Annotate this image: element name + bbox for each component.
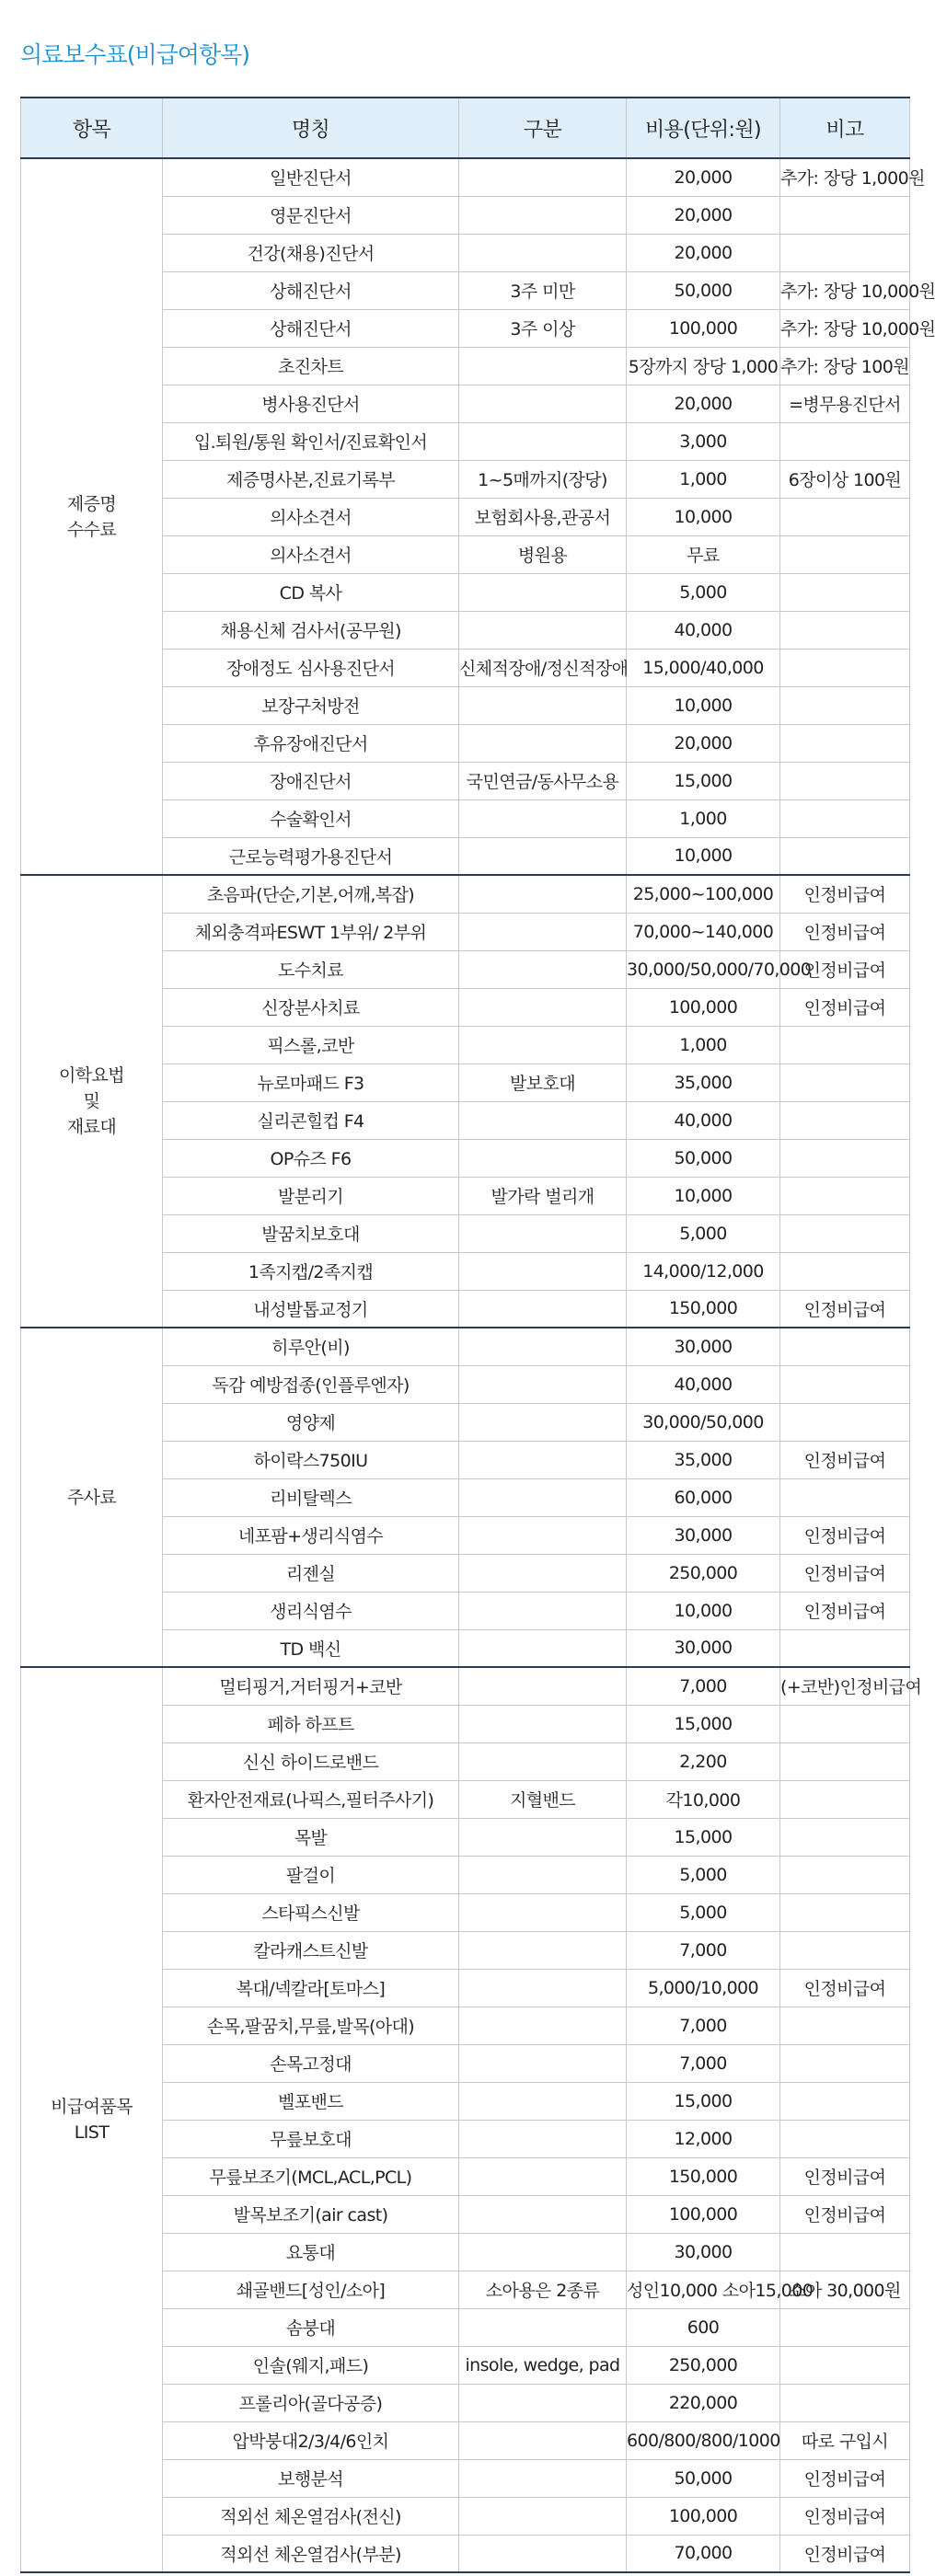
item-type-cell: [459, 1856, 627, 1893]
item-note-cell: [780, 1328, 910, 1365]
item-type-cell: [459, 1139, 627, 1177]
item-cost-cell: 150,000: [627, 1290, 780, 1328]
item-type-cell: [459, 2384, 627, 2421]
item-cost-cell: 30,000: [627, 2233, 780, 2271]
item-cost-cell: 150,000: [627, 2157, 780, 2195]
item-cost-cell: 70,000: [627, 2535, 780, 2572]
item-type-cell: [459, 2308, 627, 2346]
item-name-cell: 건강(채용)진단서: [163, 234, 459, 271]
item-type-cell: [459, 1478, 627, 1516]
item-name-cell: 보장구처방전: [163, 686, 459, 724]
item-note-cell: [780, 1780, 910, 1818]
item-note-cell: [780, 1026, 910, 1064]
item-cost-cell: 10,000: [627, 1592, 780, 1629]
item-type-cell: 소아용은 2종류: [459, 2271, 627, 2308]
item-cost-cell: 30,000: [627, 1629, 780, 1667]
item-note-cell: [780, 611, 910, 649]
item-note-cell: [780, 1742, 910, 1780]
item-note-cell: 추가: 장당 1,000원: [780, 158, 910, 196]
item-note-cell: 인정비급여: [780, 913, 910, 950]
item-name-cell: 내성발톱교정기: [163, 1290, 459, 1328]
item-note-cell: [780, 1403, 910, 1441]
item-note-cell: [780, 196, 910, 234]
item-name-cell: TD 백신: [163, 1629, 459, 1667]
item-name-cell: 리젠실: [163, 1554, 459, 1592]
item-type-cell: [459, 1592, 627, 1629]
item-cost-cell: 30,000/50,000: [627, 1403, 780, 1441]
item-cost-cell: 20,000: [627, 724, 780, 762]
item-cost-cell: 25,000~100,000: [627, 875, 780, 913]
item-type-cell: [459, 385, 627, 422]
item-name-cell: 상해진단서: [163, 309, 459, 347]
item-name-cell: 멀티핑거,거터핑거+코반: [163, 1667, 459, 1705]
item-name-cell: 상해진단서: [163, 271, 459, 309]
item-note-cell: 인정비급여: [780, 1516, 910, 1554]
item-name-cell: 목발: [163, 1818, 459, 1856]
item-note-cell: [780, 535, 910, 573]
item-name-cell: 페하 하프트: [163, 1705, 459, 1742]
item-cost-cell: 15,000: [627, 762, 780, 799]
item-cost-cell: 20,000: [627, 158, 780, 196]
item-name-cell: 체외충격파ESWT 1부위/ 2부위: [163, 913, 459, 950]
item-cost-cell: 600/800/800/1000: [627, 2421, 780, 2459]
item-cost-cell: 100,000: [627, 2195, 780, 2233]
item-note-cell: 인정비급여: [780, 988, 910, 1026]
item-name-cell: 일반진단서: [163, 158, 459, 196]
item-type-cell: [459, 837, 627, 875]
item-name-cell: 네포팜+생리식염수: [163, 1516, 459, 1554]
item-type-cell: [459, 347, 627, 385]
item-note-cell: [780, 1365, 910, 1403]
item-note-cell: [780, 686, 910, 724]
item-cost-cell: 30,000: [627, 1516, 780, 1554]
item-type-cell: [459, 988, 627, 1026]
item-cost-cell: 2,200: [627, 1742, 780, 1780]
item-name-cell: 신신 하이드로밴드: [163, 1742, 459, 1780]
category-cell: 비급여품목 LIST: [21, 1667, 163, 2572]
item-note-cell: 추가: 장당 10,000원: [780, 271, 910, 309]
item-cost-cell: 10,000: [627, 686, 780, 724]
item-cost-cell: 15,000/40,000: [627, 649, 780, 686]
item-cost-cell: 10,000: [627, 837, 780, 875]
header-note: 비고: [780, 98, 910, 158]
item-type-cell: [459, 1893, 627, 1931]
item-type-cell: [459, 2459, 627, 2497]
item-cost-cell: 12,000: [627, 2120, 780, 2157]
item-name-cell: 보행분석: [163, 2459, 459, 2497]
item-type-cell: [459, 2120, 627, 2157]
item-cost-cell: 20,000: [627, 196, 780, 234]
item-type-cell: [459, 1931, 627, 1969]
item-note-cell: [780, 1629, 910, 1667]
item-name-cell: 압박붕대2/3/4/6인치: [163, 2421, 459, 2459]
item-note-cell: 인정비급여: [780, 1290, 910, 1328]
fee-table-body: [21, 158, 935, 2572]
item-type-cell: [459, 158, 627, 196]
item-cost-cell: 40,000: [627, 611, 780, 649]
item-note-cell: 6장이상 100원: [780, 460, 910, 498]
item-note-cell: [780, 2384, 910, 2421]
item-type-cell: [459, 1252, 627, 1290]
item-name-cell: 솜붕대: [163, 2308, 459, 2346]
item-note-cell: 인정비급여: [780, 1441, 910, 1478]
item-note-cell: [780, 2082, 910, 2120]
item-note-cell: [780, 724, 910, 762]
item-note-cell: [780, 1705, 910, 1742]
item-note-cell: [780, 1064, 910, 1101]
item-note-cell: (+코반)인정비급여: [780, 1667, 910, 1705]
item-note-cell: [780, 1101, 910, 1139]
item-cost-cell: 100,000: [627, 988, 780, 1026]
item-note-cell: [780, 1252, 910, 1290]
item-name-cell: 영양제: [163, 1403, 459, 1441]
item-type-cell: [459, 1742, 627, 1780]
item-cost-cell: 7,000: [627, 1667, 780, 1705]
item-name-cell: 수술확인서: [163, 799, 459, 837]
item-name-cell: 영문진단서: [163, 196, 459, 234]
item-cost-cell: 5,000: [627, 1214, 780, 1252]
item-cost-cell: 15,000: [627, 1818, 780, 1856]
item-cost-cell: 50,000: [627, 271, 780, 309]
item-name-cell: 복대/넥칼라[토마스]: [163, 1969, 459, 2007]
item-note-cell: [780, 1893, 910, 1931]
item-cost-cell: 70,000~140,000: [627, 913, 780, 950]
item-note-cell: 인정비급여: [780, 2195, 910, 2233]
item-type-cell: [459, 1705, 627, 1742]
item-cost-cell: 250,000: [627, 1554, 780, 1592]
item-cost-cell: 40,000: [627, 1101, 780, 1139]
item-type-cell: [459, 913, 627, 950]
item-type-cell: [459, 2195, 627, 2233]
item-note-cell: 인정비급여: [780, 2459, 910, 2497]
item-cost-cell: 50,000: [627, 2459, 780, 2497]
item-type-cell: 3주 이상: [459, 309, 627, 347]
item-type-cell: [459, 611, 627, 649]
item-note-cell: 추가: 장당 100원: [780, 347, 910, 385]
item-note-cell: [780, 422, 910, 460]
item-type-cell: 국민연금/동사무소용: [459, 762, 627, 799]
item-note-cell: 추가: 장당 10,000원: [780, 309, 910, 347]
item-name-cell: 의사소견서: [163, 535, 459, 573]
item-type-cell: [459, 1290, 627, 1328]
item-name-cell: 병사용진단서: [163, 385, 459, 422]
item-cost-cell: 60,000: [627, 1478, 780, 1516]
item-type-cell: [459, 1365, 627, 1403]
item-name-cell: 스타픽스신발: [163, 1893, 459, 1931]
item-note-cell: [780, 837, 910, 875]
item-type-cell: [459, 1328, 627, 1365]
item-cost-cell: 5장까지 장당 1,000: [627, 347, 780, 385]
table-row: [21, 1667, 910, 1705]
item-note-cell: [780, 1478, 910, 1516]
item-name-cell: 발목보조기(air cast): [163, 2195, 459, 2233]
item-cost-cell: 20,000: [627, 385, 780, 422]
item-cost-cell: 10,000: [627, 498, 780, 535]
item-name-cell: 하이락스750IU: [163, 1441, 459, 1478]
item-note-cell: [780, 1931, 910, 1969]
item-cost-cell: 5,000/10,000: [627, 1969, 780, 2007]
item-type-cell: [459, 724, 627, 762]
item-name-cell: 생리식염수: [163, 1592, 459, 1629]
item-cost-cell: 30,000/50,000/70,000: [627, 950, 780, 988]
item-cost-cell: 600: [627, 2308, 780, 2346]
item-note-cell: 소아 30,000원: [780, 2271, 910, 2308]
item-name-cell: 팔걸이: [163, 1856, 459, 1893]
item-type-cell: [459, 1101, 627, 1139]
item-name-cell: 발분리기: [163, 1177, 459, 1214]
item-note-cell: [780, 762, 910, 799]
item-name-cell: 픽스롤,코반: [163, 1026, 459, 1064]
item-name-cell: 실리콘힐컵 F4: [163, 1101, 459, 1139]
item-type-cell: [459, 422, 627, 460]
item-cost-cell: 35,000: [627, 1441, 780, 1478]
item-note-cell: 인정비급여: [780, 2157, 910, 2195]
page-title: 의료보수표(비급여항목): [20, 41, 250, 68]
item-type-cell: [459, 950, 627, 988]
item-note-cell: [780, 2007, 910, 2044]
item-name-cell: 독감 예방접종(인플루엔자): [163, 1365, 459, 1403]
item-type-cell: 3주 미만: [459, 271, 627, 309]
item-name-cell: 적외선 체온열검사(부분): [163, 2535, 459, 2572]
item-cost-cell: 20,000: [627, 234, 780, 271]
item-cost-cell: 7,000: [627, 1931, 780, 1969]
item-name-cell: 요통대: [163, 2233, 459, 2271]
item-name-cell: 쇄골밴드[성인/소아]: [163, 2271, 459, 2308]
item-type-cell: 병원용: [459, 535, 627, 573]
item-name-cell: 채용신체 검사서(공무원): [163, 611, 459, 649]
item-name-cell: 입.퇴원/통원 확인서/진료확인서: [163, 422, 459, 460]
item-name-cell: 벨포밴드: [163, 2082, 459, 2120]
item-type-cell: [459, 1403, 627, 1441]
item-note-cell: [780, 234, 910, 271]
item-note-cell: 인정비급여: [780, 2497, 910, 2535]
item-cost-cell: 220,000: [627, 2384, 780, 2421]
item-note-cell: [780, 2120, 910, 2157]
item-note-cell: 인정비급여: [780, 2535, 910, 2572]
item-cost-cell: 35,000: [627, 1064, 780, 1101]
item-type-cell: [459, 234, 627, 271]
item-note-cell: [780, 1818, 910, 1856]
item-note-cell: 인정비급여: [780, 950, 910, 988]
item-name-cell: 초진차트: [163, 347, 459, 385]
item-type-cell: [459, 1516, 627, 1554]
item-type-cell: 신체적장애/정신적장애: [459, 649, 627, 686]
fee-table: [20, 97, 935, 2573]
item-type-cell: [459, 2497, 627, 2535]
item-cost-cell: 15,000: [627, 2082, 780, 2120]
item-type-cell: [459, 799, 627, 837]
item-cost-cell: 10,000: [627, 1177, 780, 1214]
item-note-cell: 따로 구입시: [780, 2421, 910, 2459]
item-name-cell: 의사소견서: [163, 498, 459, 535]
item-note-cell: 인정비급여: [780, 1969, 910, 2007]
header-cost: 비용(단위:원): [627, 98, 780, 158]
item-type-cell: [459, 686, 627, 724]
item-cost-cell: 100,000: [627, 2497, 780, 2535]
category-cell: 제증명 수수료: [21, 158, 163, 875]
item-type-cell: [459, 2007, 627, 2044]
item-cost-cell: 1,000: [627, 460, 780, 498]
item-cost-cell: 250,000: [627, 2346, 780, 2384]
item-type-cell: insole, wedge, pad: [459, 2346, 627, 2384]
item-cost-cell: 5,000: [627, 573, 780, 611]
item-type-cell: [459, 1026, 627, 1064]
item-type-cell: [459, 2535, 627, 2572]
item-note-cell: [780, 2346, 910, 2384]
item-type-cell: 지혈밴드: [459, 1780, 627, 1818]
item-type-cell: [459, 2421, 627, 2459]
item-name-cell: 리비탈렉스: [163, 1478, 459, 1516]
item-cost-cell: 5,000: [627, 1856, 780, 1893]
item-type-cell: [459, 2082, 627, 2120]
item-cost-cell: 5,000: [627, 1893, 780, 1931]
table-row: [21, 158, 910, 196]
item-name-cell: 칼라캐스트신발: [163, 1931, 459, 1969]
item-name-cell: CD 복사: [163, 573, 459, 611]
item-type-cell: [459, 2233, 627, 2271]
item-cost-cell: 40,000: [627, 1365, 780, 1403]
item-name-cell: 무릎보호대: [163, 2120, 459, 2157]
item-name-cell: 신장분사치료: [163, 988, 459, 1026]
item-name-cell: 장애정도 심사용진단서: [163, 649, 459, 686]
item-note-cell: [780, 1139, 910, 1177]
item-type-cell: 보험회사용,관공서: [459, 498, 627, 535]
item-note-cell: [780, 799, 910, 837]
item-type-cell: [459, 196, 627, 234]
item-type-cell: [459, 875, 627, 913]
item-name-cell: OP슈즈 F6: [163, 1139, 459, 1177]
table-header-row: [21, 98, 910, 158]
item-name-cell: 초음파(단순,기본,어깨,복잡): [163, 875, 459, 913]
item-type-cell: [459, 1629, 627, 1667]
item-name-cell: 환자안전재료(나픽스,필터주사기): [163, 1780, 459, 1818]
item-note-cell: [780, 498, 910, 535]
table-row: [21, 1328, 910, 1365]
item-type-cell: [459, 1214, 627, 1252]
item-name-cell: 제증명사본,진료기록부: [163, 460, 459, 498]
item-note-cell: [780, 2308, 910, 2346]
table-row: [21, 875, 910, 913]
item-cost-cell: 7,000: [627, 2044, 780, 2082]
item-cost-cell: 100,000: [627, 309, 780, 347]
item-cost-cell: 무료: [627, 535, 780, 573]
item-name-cell: 근로능력평가용진단서: [163, 837, 459, 875]
item-type-cell: 발가락 벌리개: [459, 1177, 627, 1214]
item-cost-cell: 30,000: [627, 1328, 780, 1365]
item-cost-cell: 7,000: [627, 2007, 780, 2044]
item-name-cell: 프롤리아(골다공증): [163, 2384, 459, 2421]
item-name-cell: 도수치료: [163, 950, 459, 988]
header-category: 항목: [21, 98, 163, 158]
item-note-cell: 인정비급여: [780, 875, 910, 913]
item-name-cell: 발꿈치보호대: [163, 1214, 459, 1252]
item-note-cell: [780, 649, 910, 686]
item-note-cell: 인정비급여: [780, 1592, 910, 1629]
item-name-cell: 히루안(비): [163, 1328, 459, 1365]
item-cost-cell: 14,000/12,000: [627, 1252, 780, 1290]
item-type-cell: [459, 1818, 627, 1856]
item-name-cell: 후유장애진단서: [163, 724, 459, 762]
item-cost-cell: 각10,000: [627, 1780, 780, 1818]
item-type-cell: [459, 1441, 627, 1478]
item-type-cell: [459, 2157, 627, 2195]
item-name-cell: 1족지캡/2족지캡: [163, 1252, 459, 1290]
item-name-cell: 손목,팔꿈치,무릎,발목(아대): [163, 2007, 459, 2044]
item-type-cell: [459, 1969, 627, 2007]
item-type-cell: [459, 573, 627, 611]
header-type: 구분: [459, 98, 627, 158]
item-type-cell: [459, 2044, 627, 2082]
item-name-cell: 인솔(웨지,패드): [163, 2346, 459, 2384]
item-note-cell: 인정비급여: [780, 1554, 910, 1592]
item-type-cell: [459, 1554, 627, 1592]
item-type-cell: 1~5매까지(장당): [459, 460, 627, 498]
item-note-cell: =병무용진단서: [780, 385, 910, 422]
item-name-cell: 무릎보조기(MCL,ACL,PCL): [163, 2157, 459, 2195]
item-cost-cell: 3,000: [627, 422, 780, 460]
item-name-cell: 적외선 체온열검사(전신): [163, 2497, 459, 2535]
category-cell: 이학요법 및 재료대: [21, 875, 163, 1328]
item-note-cell: [780, 1177, 910, 1214]
item-cost-cell: 성인10,000 소아15,000: [627, 2271, 780, 2308]
item-note-cell: [780, 2233, 910, 2271]
item-note-cell: [780, 1856, 910, 1893]
header-name: 명칭: [163, 98, 459, 158]
category-cell: 주사료: [21, 1328, 163, 1667]
item-cost-cell: 15,000: [627, 1705, 780, 1742]
item-type-cell: 발보호대: [459, 1064, 627, 1101]
item-cost-cell: 50,000: [627, 1139, 780, 1177]
item-cost-cell: 1,000: [627, 1026, 780, 1064]
item-note-cell: [780, 573, 910, 611]
item-type-cell: [459, 1667, 627, 1705]
item-name-cell: 장애진단서: [163, 762, 459, 799]
item-note-cell: [780, 1214, 910, 1252]
item-name-cell: 손목고정대: [163, 2044, 459, 2082]
item-cost-cell: 1,000: [627, 799, 780, 837]
item-name-cell: 뉴로마패드 F3: [163, 1064, 459, 1101]
item-note-cell: [780, 2044, 910, 2082]
